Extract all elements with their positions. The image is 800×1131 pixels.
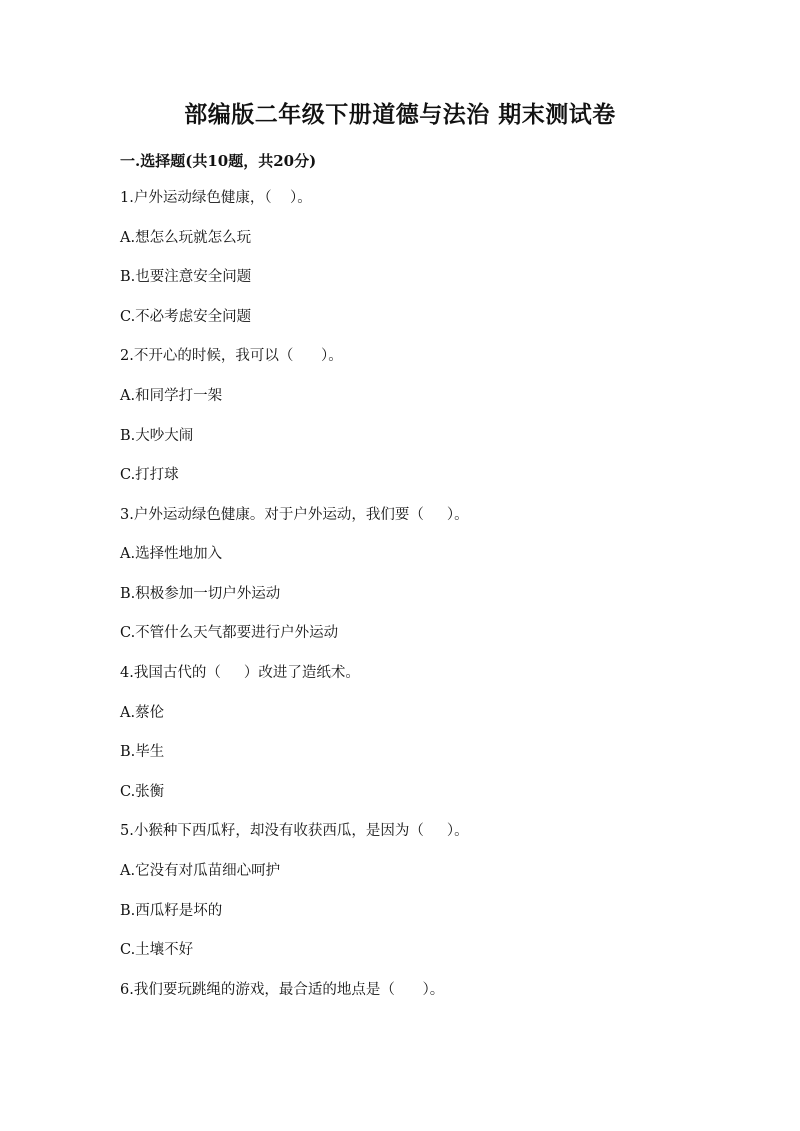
section-heading: 一.选择题(共10题，共20分) bbox=[120, 152, 317, 170]
question-2-option-b: B.大吵大闹 bbox=[120, 428, 194, 444]
question-5-option-b: B.西瓜籽是坏的 bbox=[120, 903, 223, 919]
question-5-stem: 5.小猴种下西瓜籽，却没有收获西瓜，是因为（ ）。 bbox=[120, 823, 469, 839]
question-5-option-a: A.它没有对瓜苗细心呵护 bbox=[120, 863, 281, 879]
question-3-option-b: B.积极参加一切户外运动 bbox=[120, 586, 281, 602]
question-1-option-b: B.也要注意安全问题 bbox=[120, 269, 252, 285]
question-2-option-c: C.打打球 bbox=[120, 467, 179, 483]
question-6-stem: 6.我们要玩跳绳的游戏，最合适的地点是（ ）。 bbox=[120, 982, 445, 998]
question-4-option-b: B.毕生 bbox=[120, 744, 165, 760]
question-4-option-a: A.蔡伦 bbox=[120, 705, 165, 721]
question-4-stem: 4.我国古代的（ ）改进了造纸术。 bbox=[120, 665, 360, 681]
question-2-stem: 2.不开心的时候，我可以（ ）。 bbox=[120, 348, 343, 364]
question-5-option-c: C.土壤不好 bbox=[120, 942, 194, 958]
question-3-option-a: A.选择性地加入 bbox=[120, 546, 223, 562]
question-1-stem: 1.户外运动绿色健康，（ ）。 bbox=[120, 190, 312, 206]
question-3-option-c: C.不管什么天气都要进行户外运动 bbox=[120, 625, 339, 641]
question-4-option-c: C.张衡 bbox=[120, 784, 165, 800]
question-1-option-a: A.想怎么玩就怎么玩 bbox=[120, 230, 252, 246]
question-2-option-a: A.和同学打一架 bbox=[120, 388, 223, 404]
question-3-stem: 3.户外运动绿色健康。对于户外运动，我们要（ ）。 bbox=[120, 507, 469, 523]
page-title: 部编版二年级下册道德与法治 期末测试卷 bbox=[184, 101, 616, 128]
question-1-option-c: C.不必考虑安全问题 bbox=[120, 309, 252, 325]
